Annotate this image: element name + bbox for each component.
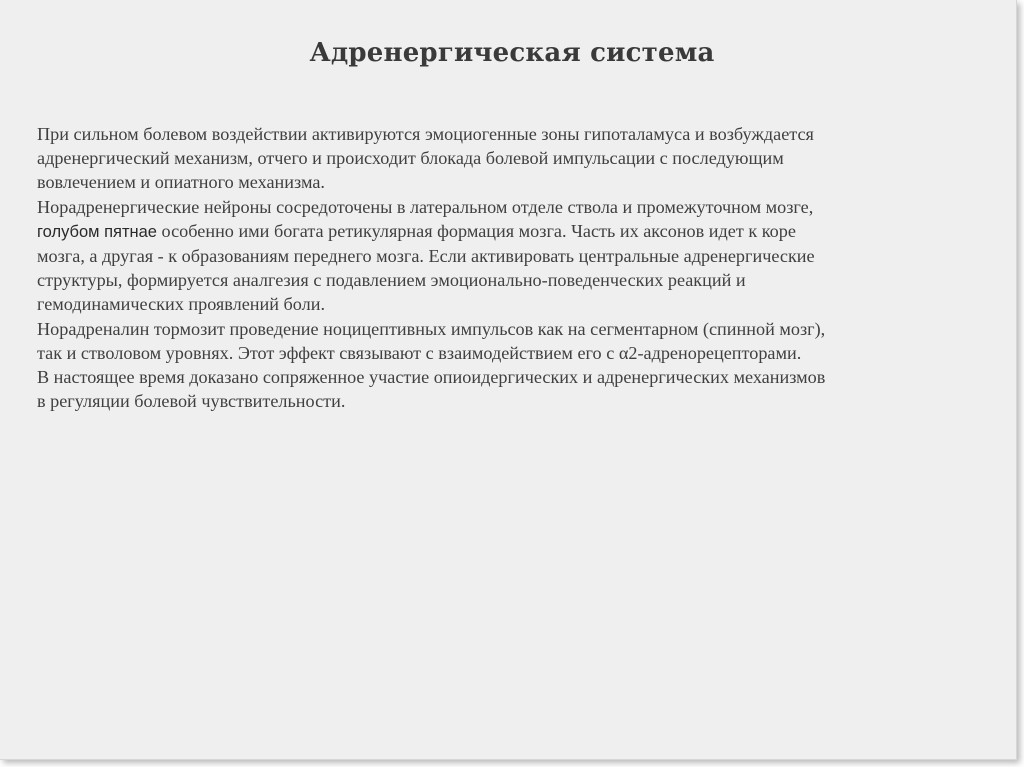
- text-line: При сильном болевом воздействии активируются эмоциогенные зоны гипоталамуса и возбуждается: [37, 124, 814, 144]
- text-line: В настоящее время доказано сопряженное участие опиоидергических и адренергических механизмов: [37, 367, 826, 388]
- text-line: мозга, а другая - к образованиям переднего мозга. Если активировать центральные адренергические: [37, 246, 815, 267]
- paragraph-noradrenaline: [37, 317, 997, 365]
- text-line: гемодинамических проявлений боли.: [37, 294, 326, 315]
- slide-body: [37, 122, 997, 413]
- text-line: структуры, формируется аналгезия с подавлением эмоционально-поведенческих реакций и: [37, 270, 746, 291]
- text-line: в регуляции болевой чувствительности.: [37, 391, 346, 412]
- paragraph-hypothalamus: [37, 122, 997, 195]
- paragraph-opioid-adrenergic: [37, 365, 997, 413]
- text-line: [37, 219, 997, 244]
- text-line: Норадренергические нейроны сосредоточены в латеральном отделе ствола и промежуточном мозге,: [37, 196, 814, 217]
- text-line: адренергический механизм, отчего и происходит блокада болевой импульсации с последующим: [37, 148, 784, 169]
- text-line: Норадреналин тормозит проведение ноцицептивных импульсов как на сегментарном (спинной мозг),: [37, 318, 826, 339]
- text-line: вовлечением и опиатного механизма.: [37, 172, 325, 193]
- inline-sans-text: голубом пятнае: [37, 222, 157, 241]
- paragraph-noradrenergic-neurons: [37, 195, 997, 317]
- slide-title: Адренергическая система: [309, 38, 715, 68]
- text-line: так и стволовом уровнях. Этот эффект связывают с взаимодействием его с α2-адренорецепторами.: [37, 342, 802, 363]
- text-line-rest: особенно ими богата ретикулярная формация мозга. Часть их аксонов идет к коре: [161, 220, 796, 241]
